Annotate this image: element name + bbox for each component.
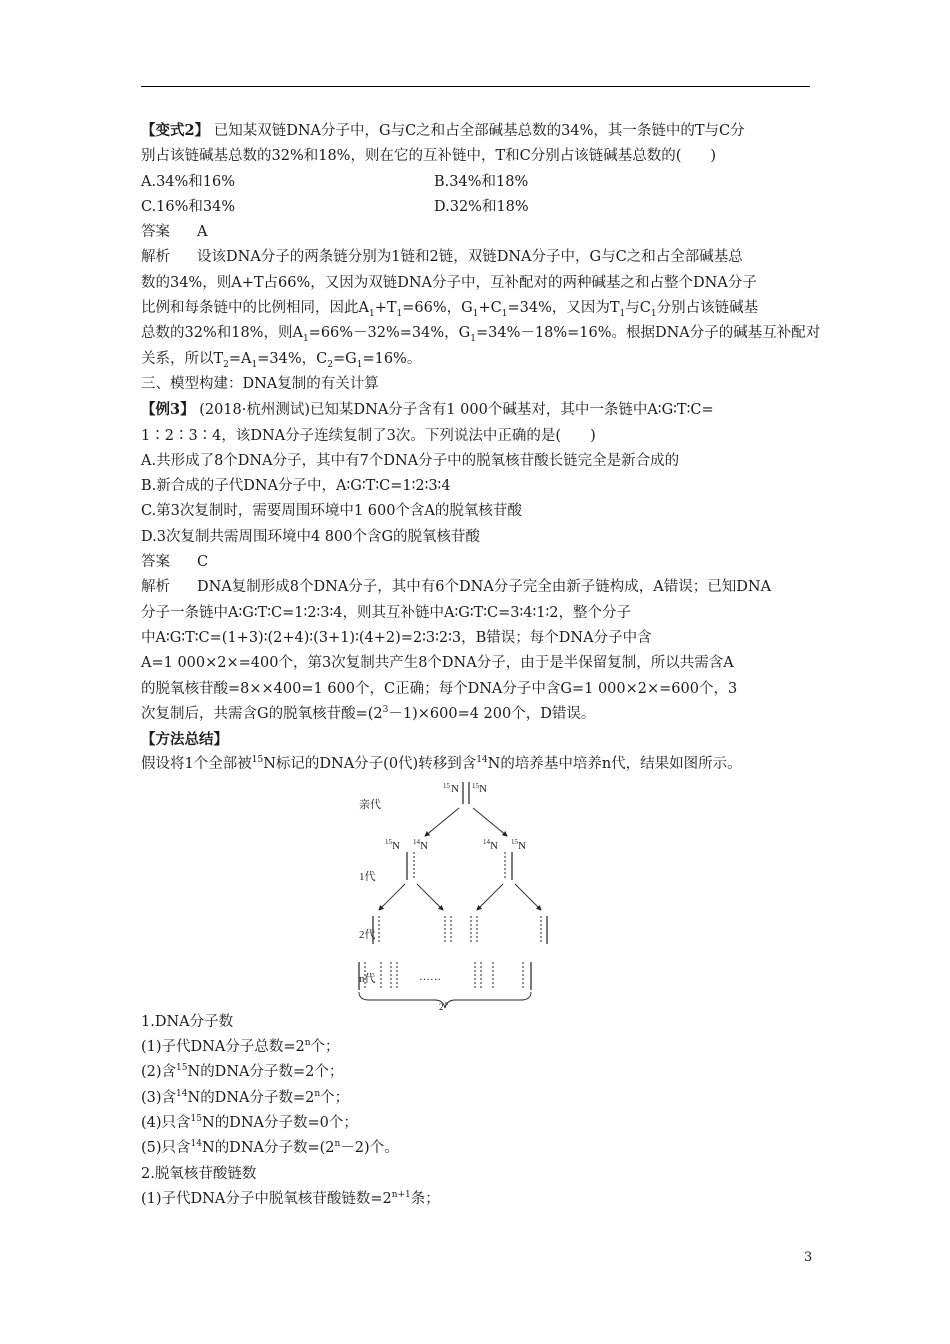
svg-text:2: 2 (439, 1001, 444, 1010)
example3-analysis-line1: 解析 DNA复制形成8个DNA分子，其中有6个DNA分子完全由新子链构成，A错误；已知DNA (141, 579, 772, 596)
gen2-label: 2代 (359, 928, 376, 941)
svg-text:15: 15 (385, 837, 392, 846)
section3-title: 三、模型构建：DNA复制的有关计算 (141, 375, 379, 392)
svg-text:15: 15 (443, 781, 450, 790)
svg-text:N: N (490, 839, 498, 852)
svg-text:14: 14 (413, 837, 420, 846)
method-tag: 【方法总结】 (141, 731, 228, 749)
example3-analysis-line3: 中A∶G∶T∶C=(1+3)∶(2+4)∶(3+1)∶(4+2)=2∶3∶2∶3，B错误；每个DNA分子中含 (141, 629, 652, 646)
gen2-dna-group (373, 916, 547, 944)
arrow (473, 808, 507, 836)
variant2-analysis-line4: 总数的32%和18%，则$A_1=66\%-32\%=34\%$，$G_1=34\%-18\%=16\%$。根据DNA分子的碱基互补配对 (141, 325, 821, 345)
variant2-analysis-line3: 比例和每条链中的比例相同，因此$A_1+T_1=66\%$，$G_1+C_1=34\%$，又因为$T_1$与$C_1$分别占该链碱基 (141, 300, 759, 319)
ellipsis: …… (419, 970, 441, 983)
parent-dna (443, 782, 487, 804)
page-content (141, 118, 821, 1212)
list1-item2: (2)含$^{15}$N的DNA分子数=2个； (141, 1063, 344, 1081)
option-a: A.34%和16% (141, 173, 236, 190)
genn-label: n代 (359, 972, 376, 985)
variant2-tag: 【变式2】 (141, 122, 210, 139)
header-rule (141, 86, 810, 87)
gen0-label: 亲代 (359, 798, 381, 811)
genn-dna-group (359, 962, 531, 990)
gen1-dna-right (483, 838, 526, 880)
method-intro: 假设将1个全部被$^{15}$N标记的DNA分子(0代)转移到含$^{14}$N的培养基中培养n代，结果如图所示。 (141, 755, 742, 773)
dna-replication-figure (141, 778, 811, 1010)
variant2-options-row1 (141, 170, 811, 195)
svg-text:14: 14 (483, 837, 490, 846)
gen1-label: 1代 (359, 870, 376, 883)
example3-analysis-line5: 的脱氧核苷酸=8××400=1 600个，C正确；每个DNA分子中含G=1 000×2×=600个，3 (141, 680, 738, 697)
list1-item3: (3)含$^{14}$N的DNA分子数$=2^n$个； (141, 1088, 350, 1106)
variant2-analysis-line5: 关系，所以$T_2=A_1=34\%$，$C_2=G_1=16\%$。 (141, 350, 422, 370)
variant2-analysis-line2: 数的34%，则A+T占66%，又因为双链DNA分子中，互补配对的两种碱基之和占整个DNA分子 (141, 274, 757, 291)
svg-text:N: N (420, 839, 428, 852)
example3-tag: 【例3】 (141, 401, 195, 419)
gen1-dna-left (385, 838, 428, 880)
example3-option-d: D.3次复制共需周围环境中4 800个含G的脱氧核苷酸 (141, 528, 481, 545)
example3-option-a: A.共形成了8个DNA分子，其中有7个DNA分子中的脱氧核苷酸长链完全是新合成的 (141, 452, 680, 469)
page-number: 3 (804, 1250, 813, 1265)
example3-analysis-line6: 次复制后，共需含G的脱氧核苷酸$=(2^3-1)\times 600=4$ 200个，D错误。 (141, 705, 596, 722)
svg-text:N: N (392, 839, 400, 852)
svg-text:N: N (479, 782, 487, 795)
svg-text:n: n (445, 1000, 448, 1007)
example3-question-line1: 【例3】 (2018·杭州测试)已知某DNA分子含有1 000个碱基对，其中一条链中A∶G∶T∶C= (141, 401, 714, 419)
example3-analysis-line2: 分子一条链中A∶G∶T∶C=1∶2∶3∶4，则其互补链中A∶G∶T∶C=3∶4∶1∶2，整个分子 (141, 604, 632, 621)
brace-label (439, 1001, 448, 1010)
list1-item1: (1)子代DNA分子总数$=2^n$个； (141, 1038, 340, 1056)
svg-text:N: N (451, 782, 459, 795)
variant2-analysis-line1: 解析 设该DNA分子的两条链分别为1链和2链，双链DNA分子中，G与C之和占全部碱基总 (141, 249, 743, 266)
variant2-question-line2: 别占该链碱基总数的32%和18%，则在它的互补链中，T和C分别占该链碱基总数的( ) (141, 148, 717, 165)
list2-title: 2.脱氧核苷酸链数 (141, 1165, 257, 1182)
arrow (425, 808, 459, 836)
list1-item5: (5)只含$^{14}$N的DNA分子数$=(2^n-2)$个。 (141, 1139, 399, 1157)
list2-item1: (1)子代DNA分子中脱氧核苷酸链数$=2^{n+1}$条； (141, 1189, 440, 1207)
variant2-question-line1: 【变式2】 已知某双链DNA分子中，G与C之和占全部碱基总数的34%，其一条链中的T与C分 (141, 122, 745, 139)
replication-diagram (355, 778, 615, 1010)
example3-answer: 答案 C (141, 554, 209, 571)
list1-item4: (4)只含$^{15}$N的DNA分子数=0个； (141, 1114, 358, 1131)
example3-analysis-line4: A=1 000×2×=400个，第3次复制共产生8个DNA分子，由于是半保留复制，所以共需含A (141, 655, 734, 672)
svg-text:15: 15 (511, 837, 518, 846)
option-c: C.16%和34% (141, 198, 236, 215)
example3-option-c: C.第3次复制时，需要周围环境中1 600个含A的脱氧核苷酸 (141, 503, 522, 520)
option-b: B.34%和18% (434, 173, 529, 190)
variant2-options-row2 (141, 195, 811, 220)
list1-title: 1.DNA分子数 (141, 1013, 234, 1030)
example3-question-line2: 1∶2∶3∶4，该DNA分子连续复制了3次。下列说法中正确的是( ) (141, 427, 596, 444)
option-d: D.32%和18% (434, 198, 529, 215)
variant2-answer: 答案 A (141, 224, 208, 241)
svg-text:N: N (518, 839, 526, 852)
svg-text:15: 15 (472, 781, 479, 790)
example3-option-b: B.新合成的子代DNA分子中，A∶G∶T∶C=1∶2∶3∶4 (141, 478, 451, 495)
